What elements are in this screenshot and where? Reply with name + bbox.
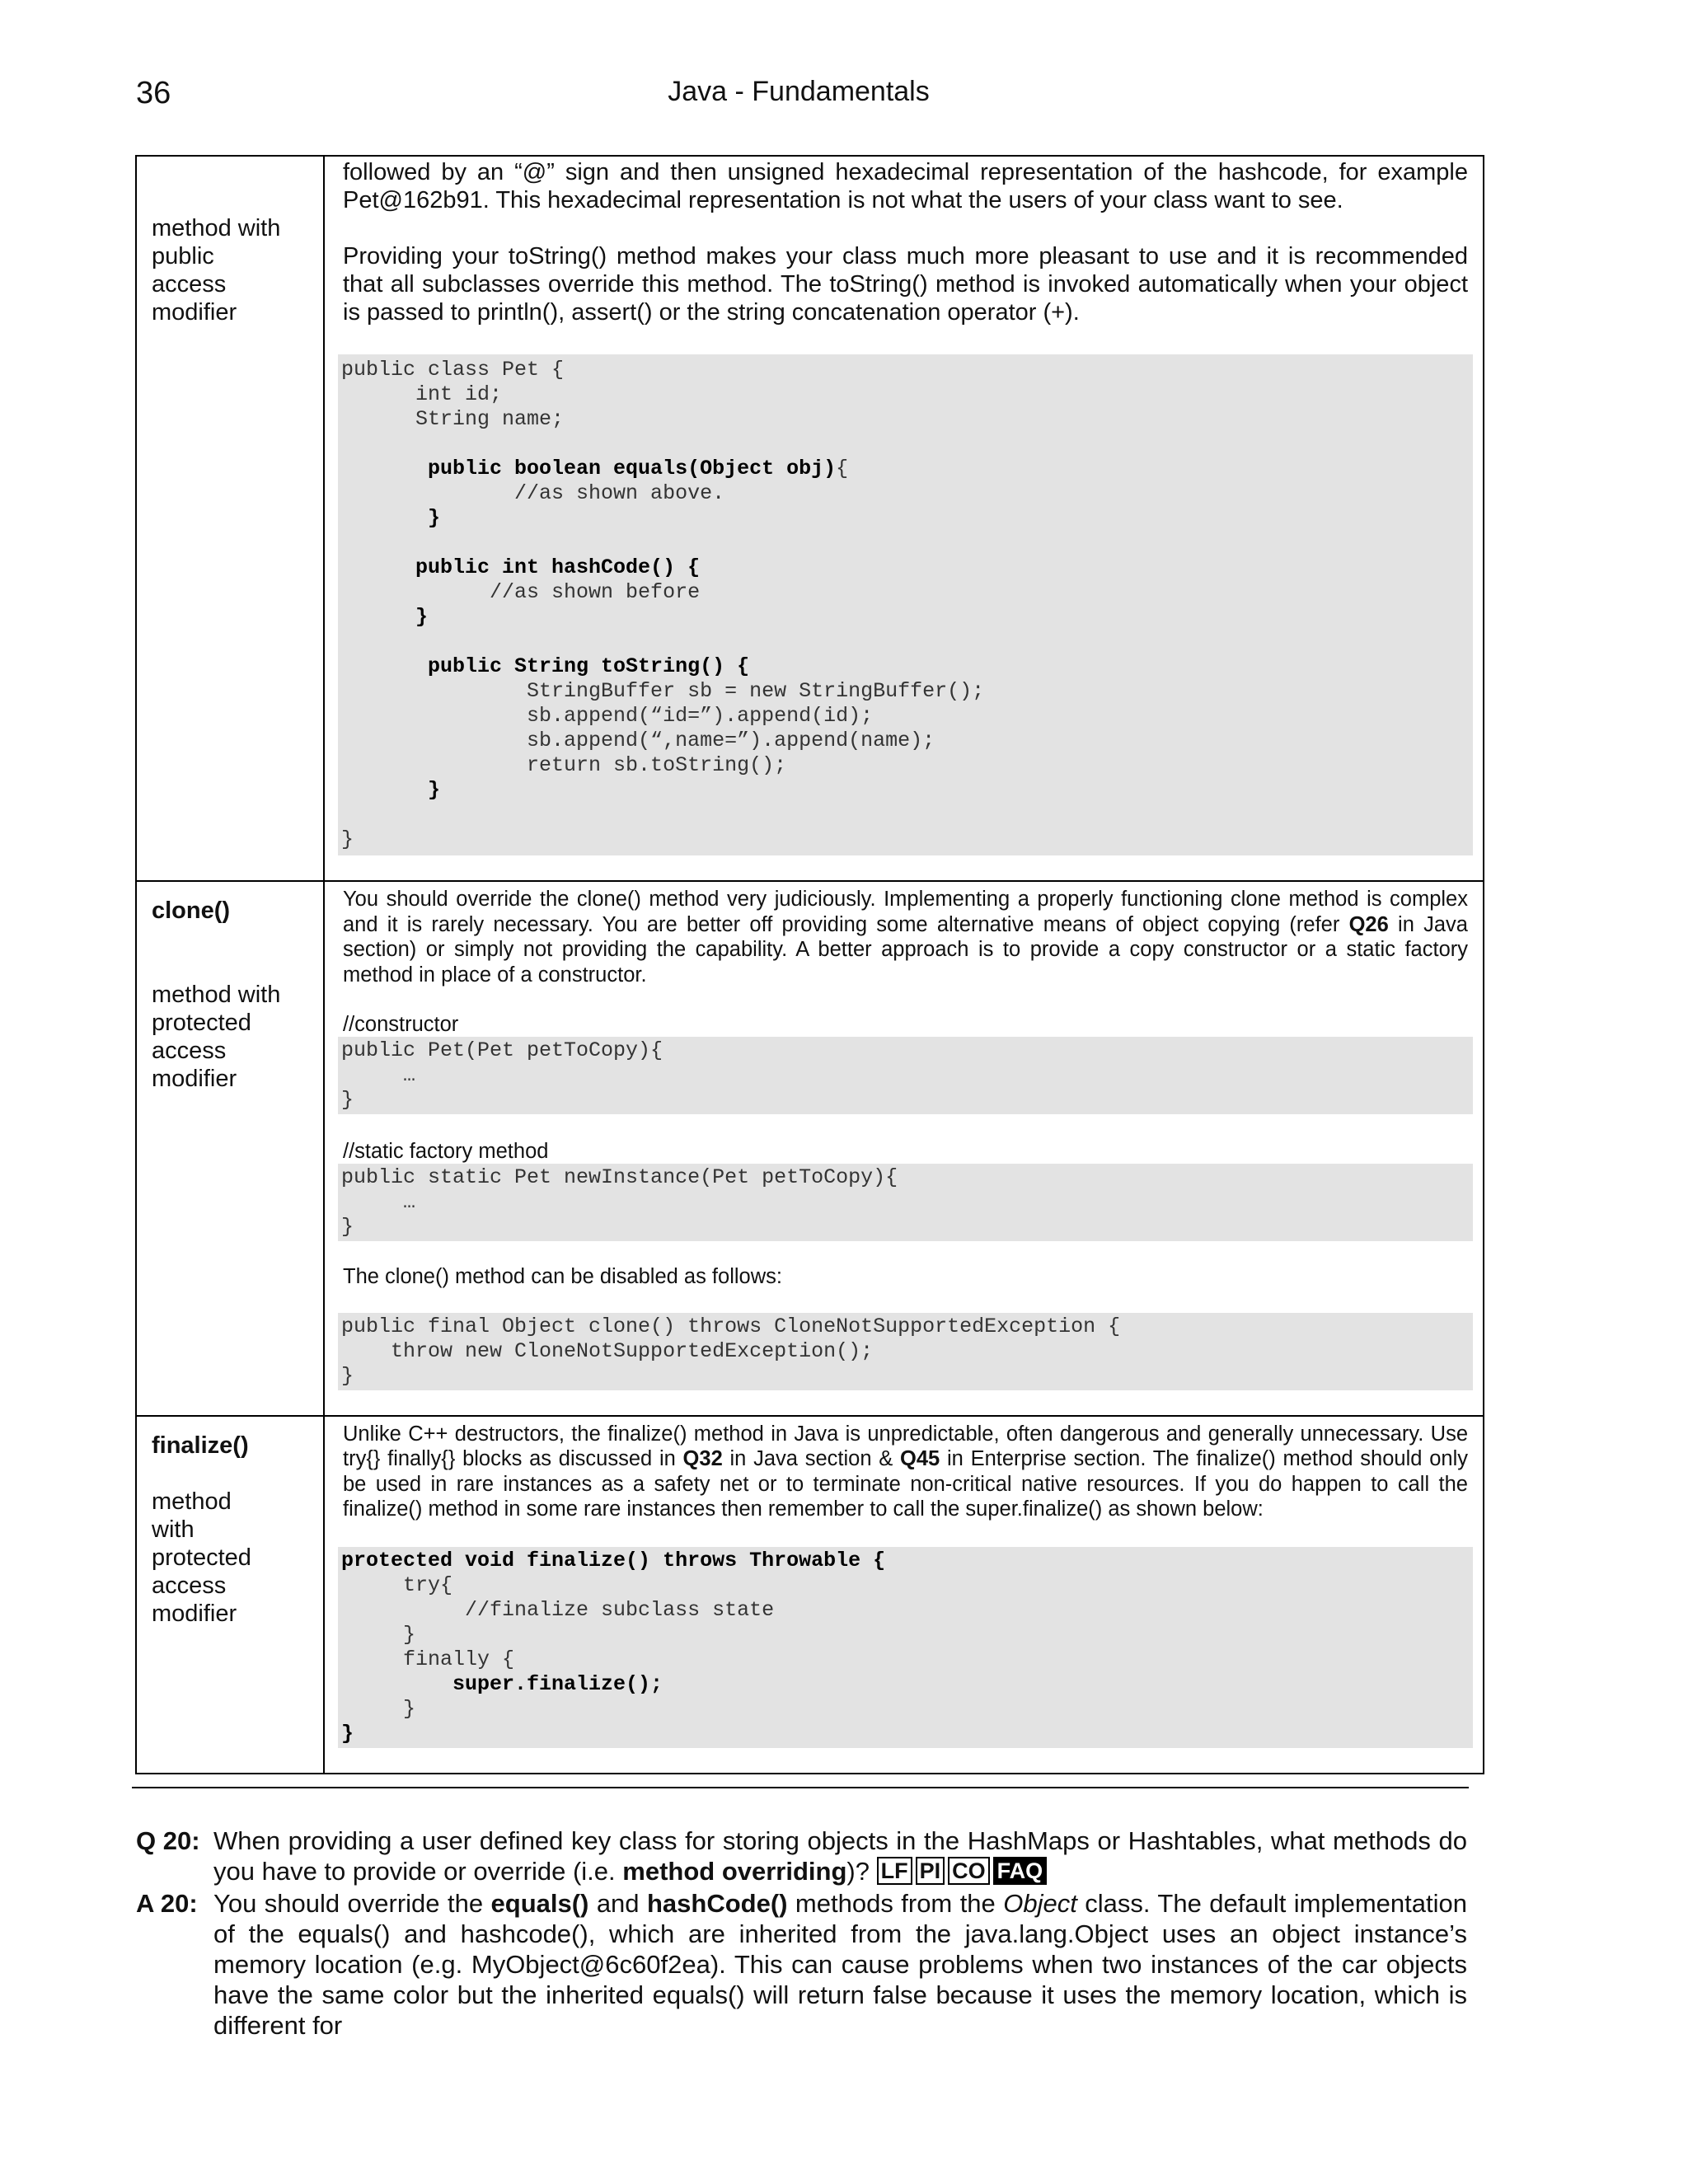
table-row-finalize [136, 1416, 1484, 1774]
paragraph: The clone() method can be disabled as follows: [343, 1265, 782, 1288]
table-row-tostring [136, 156, 1484, 881]
paragraph: followed by an “@” sign and then unsigned hexadecimal representation of the hashcode, for example Pet@162b91. This hexadecimal representation is not what the users of your class want to see. [343, 159, 1468, 213]
row-content-cell [324, 156, 1484, 881]
row-label-cell [136, 881, 324, 1416]
row-content-cell [324, 1416, 1484, 1774]
code-label: //constructor [343, 1013, 459, 1036]
access-modifier-desc: method with protected access modifier [152, 982, 281, 1092]
row-label-cell [136, 1416, 324, 1774]
badge-faq: FAQ [993, 1857, 1048, 1885]
answer-20 [136, 1888, 1467, 2041]
access-modifier-desc: method with public access modifier [152, 215, 281, 326]
running-title: Java - Fundamentals [668, 76, 930, 107]
code-block: public Pet(Pet petToCopy){ … } [338, 1037, 1473, 1114]
code-block: protected void finalize() throws Throwable { try{ //finalize subclass state } finally { super.finalize(); } } [338, 1547, 1473, 1748]
badge-pi: PI [916, 1857, 945, 1885]
question-20 [136, 1825, 1467, 1886]
methods-table [135, 155, 1484, 1774]
question-text: When providing a user defined key class for storing objects in the HashMaps or Hashtables, what methods do you have to provide or override (i.e. method overriding)? LF PI CO FAQ [213, 1826, 1467, 1886]
badge-co: CO [948, 1857, 990, 1885]
answer-text: You should override the equals() and hashCode() methods from the Object class. The default implementation of the equals() and hashcode(), which are inherited from the java.lang.Object uses an object instance’s memory location (e.g. MyObject@6c60f2ea). This can cause problems when two instances of the car objects have the same color but the inherited equals() will return false because it uses the memory location, which is different for [213, 1889, 1467, 2040]
paragraph: Unlike C++ destructors, the finalize() method in Java is unpredictable, often dangerous and generally unnecessary. Use try{} finally{} blocks as discussed in Q32 in Java section & Q45 in Enterprise section. The finalize() method should only be used in rare instances as a safety net or to terminate non-critical native resources. If you do happen to call the finalize() method in some rare instances then remember to call the super.finalize() as shown below: [343, 1422, 1468, 1521]
code-label: //static factory method [343, 1140, 549, 1163]
answer-tag: A 20: [136, 1889, 198, 1918]
paragraph: Providing your toString() method makes your class much more pleasant to use and it is recommended that all subclasses override this method. The toString() method is invoked automatically when your object is passed to println(), assert() or the string concatenation operator (+). [343, 243, 1468, 326]
method-name: finalize() [152, 1432, 249, 1459]
section-divider [132, 1787, 1469, 1788]
access-modifier-desc: method with protected access modifier [152, 1488, 251, 1627]
row-label-cell [136, 156, 324, 881]
badge-lf: LF [877, 1857, 912, 1885]
code-block: public class Pet { int id; String name; public boolean equals(Object obj){ //as shown above. } public int hashCode() { //as shown before } public String toString() { StringBuffer sb = new StringBuffer(); sb.append(“id=”).append(id); sb.append(“,name=”).append(name); return sb.toString(); } } [338, 354, 1473, 855]
page-number: 36 [136, 76, 171, 110]
row-content-cell [324, 881, 1484, 1416]
code-block: public final Object clone() throws CloneNotSupportedException { throw new CloneNotSupportedException(); } [338, 1313, 1473, 1390]
code-block: public static Pet newInstance(Pet petToCopy){ … } [338, 1164, 1473, 1241]
question-tag: Q 20: [136, 1826, 200, 1855]
method-name: clone() [152, 898, 231, 924]
paragraph: You should override the clone() method very judiciously. Implementing a properly functioning clone method is complex and it is rarely necessary. You are better off providing some alternative means of object copying (refer Q26 in Java section) or simply not providing the capability. A better approach is to provide a copy constructor or a static factory method in place of a constructor. [343, 888, 1468, 987]
table-row-clone [136, 881, 1484, 1416]
